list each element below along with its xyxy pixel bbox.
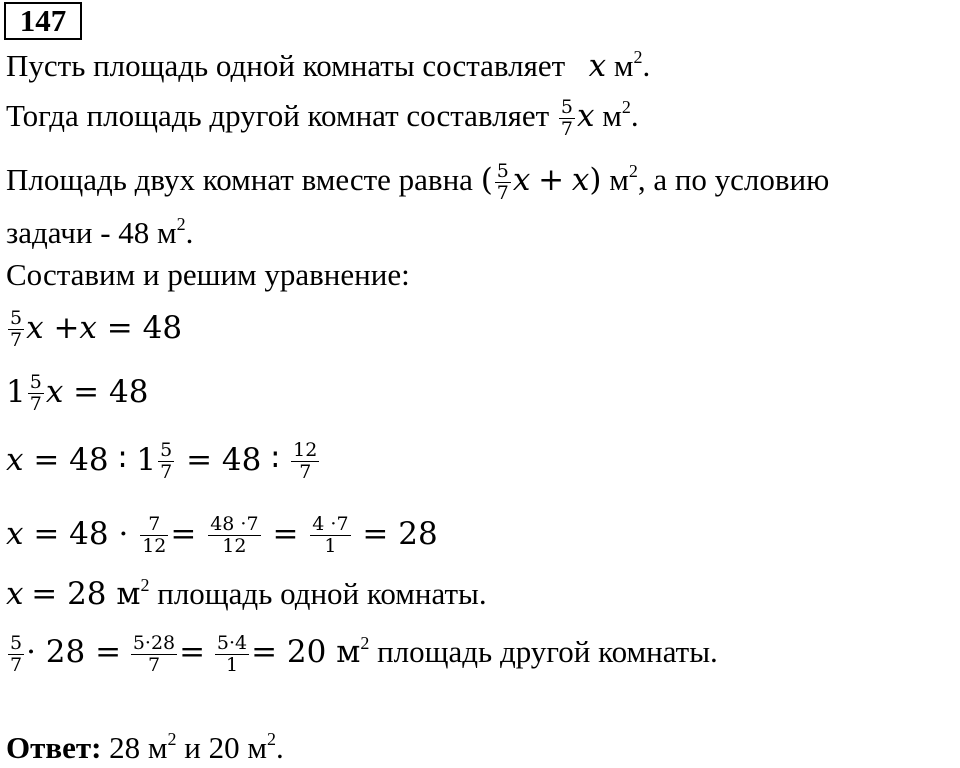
variable-x: x — [577, 98, 595, 134]
text-line-1 — [6, 46, 650, 86]
variable-x: x — [6, 516, 24, 552]
equation-rhs: = 48 — [73, 374, 149, 410]
unit: м — [602, 98, 622, 133]
exponent: 2 — [140, 575, 150, 595]
line3-tail: , а по условию — [637, 162, 830, 197]
equation-part: = 48 ∶ — [33, 442, 127, 478]
equation-part: · 28 = — [26, 634, 122, 670]
numerator: 12 — [293, 439, 318, 461]
numerator: 48 ·7 — [210, 513, 259, 535]
whole-part: 1 — [136, 442, 157, 478]
denominator: 1 — [215, 654, 249, 676]
equation-1 — [6, 308, 182, 351]
fraction — [158, 440, 174, 483]
period: . — [276, 730, 284, 765]
problem-number-box: 147 — [4, 2, 82, 40]
variable-x: x — [6, 442, 24, 478]
denominator: 7 — [131, 654, 177, 676]
equation-6 — [6, 632, 718, 676]
denominator: 7 — [496, 182, 509, 205]
variable-x: x — [79, 310, 97, 346]
denominator: 7 — [10, 329, 23, 351]
line3-text: Площадь двух комнат вместе равна — [6, 162, 473, 197]
period: . — [185, 215, 194, 250]
denominator: 1 — [310, 535, 350, 557]
unit: м — [609, 162, 629, 197]
close-paren: ) — [589, 162, 602, 198]
fraction — [28, 372, 44, 415]
period: . — [630, 98, 639, 133]
denominator: 7 — [291, 461, 319, 483]
fraction — [131, 633, 177, 676]
equals-sign: = — [170, 516, 197, 552]
numerator: 5 — [10, 632, 23, 655]
denominator: 12 — [208, 535, 260, 557]
equals-sign: = — [272, 516, 299, 552]
text-line-5 — [6, 255, 410, 295]
fraction — [215, 633, 249, 676]
denominator: 7 — [560, 118, 573, 141]
exponent: 2 — [267, 729, 276, 749]
variable-x: x — [571, 162, 590, 198]
unit: м — [613, 48, 634, 83]
equation-5 — [6, 574, 487, 614]
exponent: 2 — [621, 97, 631, 117]
answer-value-2: и 20 м — [184, 730, 267, 765]
equation-result: = 20 м — [251, 634, 361, 670]
exponent: 2 — [633, 47, 643, 67]
exponent: 2 — [176, 214, 186, 234]
fraction — [140, 514, 168, 557]
equation-value: = 28 м — [31, 576, 141, 612]
fraction — [310, 514, 350, 557]
answer-label: Ответ: — [6, 730, 102, 765]
line5-text: Составим и решим уравнение: — [6, 257, 410, 292]
exponent: 2 — [167, 729, 177, 749]
answer-line — [6, 728, 284, 768]
plus-sign: + — [538, 162, 565, 198]
denominator: 7 — [10, 654, 23, 677]
numerator: 5 — [160, 439, 173, 461]
variable-x: x — [588, 48, 607, 84]
variable-x: x — [6, 576, 24, 612]
fraction — [559, 97, 575, 140]
line1-text: Пусть площадь одной комнаты составляет — [6, 48, 566, 83]
text-line-2 — [6, 96, 639, 140]
answer-value-1: 28 м — [109, 730, 168, 765]
fraction — [8, 633, 24, 676]
line2-text: Тогда площадь другой комнат составляет — [6, 98, 550, 133]
denominator: 7 — [29, 393, 42, 415]
equation-3 — [6, 440, 321, 483]
equation-part: = 48 ∶ — [186, 442, 280, 478]
numerator: 5·28 — [132, 632, 176, 655]
text-line-4 — [6, 213, 193, 253]
equation-result: = 28 — [362, 516, 438, 552]
line4-text: задачи - 48 м — [6, 215, 177, 250]
exponent: 2 — [360, 633, 370, 653]
equation-text: площадь другой комнаты. — [377, 634, 718, 669]
variable-x: x — [512, 162, 531, 198]
plus-sign: + — [53, 310, 80, 346]
numerator: 7 — [148, 513, 161, 535]
variable-x: x — [45, 374, 64, 410]
numerator: 4 ·7 — [312, 513, 349, 535]
numerator: 5 — [29, 371, 42, 393]
numerator: 5 — [560, 96, 573, 119]
numerator: 5·4 — [216, 632, 248, 655]
exponent: 2 — [628, 161, 638, 181]
fraction — [291, 440, 319, 483]
equation-2 — [6, 372, 148, 415]
denominator: 7 — [160, 461, 173, 483]
fraction — [208, 514, 260, 557]
denominator: 12 — [142, 535, 167, 557]
equals-sign: = — [179, 634, 206, 670]
fraction — [495, 161, 511, 204]
numerator: 5 — [10, 307, 23, 329]
text-line-3 — [6, 160, 829, 204]
whole-part: 1 — [6, 374, 26, 410]
numerator: 5 — [496, 160, 509, 183]
variable-x: x — [26, 310, 44, 346]
period: . — [642, 48, 651, 83]
equation-4 — [6, 514, 438, 557]
fraction — [8, 308, 24, 351]
equation-text: площадь одной комнаты. — [157, 576, 487, 611]
open-paren: ( — [480, 162, 493, 198]
equation-rhs: = 48 — [106, 310, 183, 346]
equation-part: = 48 · — [33, 516, 129, 552]
